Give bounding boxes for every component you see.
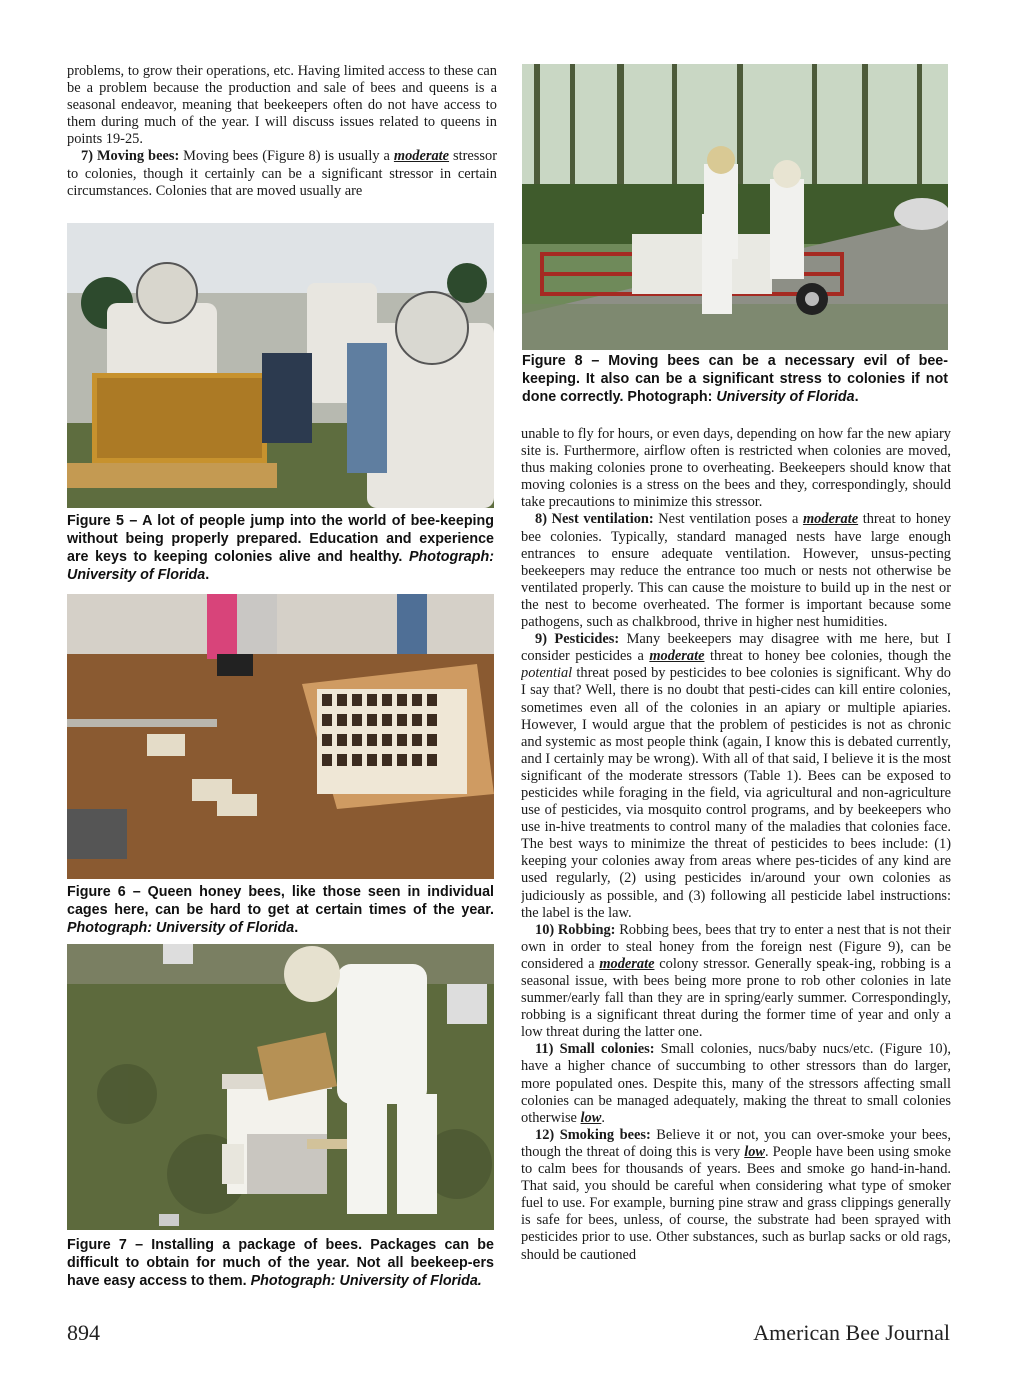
caption-source: Photograph: University of Florida [67, 549, 494, 583]
text-span: Moving bees (Figure 8) is usually a [179, 148, 394, 165]
emphasis-potential: potential [521, 665, 573, 682]
text-span: stressor to colonies, though it certainly can be a significant stressor in certain circumstances. Colonies that are moved usually are [67, 148, 497, 199]
caption-text: Figure 6 – Queen honey bees, like those seen in individual cages here, can be hard to get at certain times of the year. [67, 884, 494, 918]
text-span: Robbing bees, bees that try to enter a nest that is not their own in order to steal honey from the foreign nest (Figure 9), can be considered a [521, 921, 951, 972]
rating-moderate: moderate [599, 955, 655, 972]
caption-source: Photograph: University of Florida. [250, 1273, 482, 1289]
figure-8-caption [522, 352, 948, 406]
caption-source: Photograph: University of Florida [67, 920, 295, 936]
paragraph-small-colonies [521, 1041, 951, 1126]
left-column-top-text [67, 63, 497, 203]
figure-5-photo [67, 223, 494, 508]
page-number: 894 [67, 1320, 100, 1345]
caption-source: University of Florida [716, 389, 855, 405]
text-span: threat to honey bee colonies, though the [704, 648, 951, 665]
caption-end: . [854, 389, 859, 405]
text-span: Nest ventilation poses a [653, 511, 803, 528]
caption-text: Figure 5 – A lot of people jump into the world of bee-keeping without being properly prepared. Education and experience are keys to keeping colonies alive and healthy. [67, 513, 494, 565]
heading-smoking-bees: 12) Smoking bees: [535, 1126, 651, 1143]
paragraph-problems: problems, to grow their operations, etc. Having limited access to these can be a problem because the production and sale of bees and queens is a seasonal endeavor, meaning that beekeepers often do not have access to them during much of the year. I will discuss issues related to queens in points 19-25. [67, 63, 497, 148]
heading-nest-ventilation: 8) Nest ventilation: [535, 511, 654, 528]
caption-text: Figure 8 – Moving bees can be a necessary evil of bee-keeping. It also can be a significant stress to colonies if not done correctly. Photograph: [522, 353, 948, 405]
journal-name: American Bee Journal [753, 1320, 950, 1345]
text-span: threat posed by pesticides to bee colonies is significant. Why do I say that? Well, there is no doubt that pesti-cides can kill entire colonies, sometimes even all of the colonies in an apiary or multiple apiaries. However, I would argue that the problem of pesticides is not as chronic and systemic as most people think (again, I know this is debated currently, and I certainly may be wrong). With all of that said, I believe it is the most significant of the moderate stressors (Table 1). Bees can be exposed to pesticides while foraging in the field, via agricultural and non-agriculture use of pesticides, via mosquito control programs, and by beekeepers who use in-hive treatments to control many of the maladies that colonies face. The best ways to minimize the threat of pesticides to bees include: (1) keeping your colonies away from areas where pes-ticides of any kind are used regularly, (2) using pesticides in/around your own colonies as judiciously as possible, and (3) following all pesticide label instructions: the label is the law. [521, 665, 951, 921]
caption-end: . [205, 567, 210, 583]
figure-7-photo [67, 944, 494, 1230]
heading-moving-bees: 7) Moving bees: [81, 148, 180, 165]
paragraph-smoking-bees [521, 1127, 951, 1264]
heading-pesticides: 9) Pesticides: [535, 631, 620, 648]
figure-5-caption [67, 512, 494, 584]
caption-text: Figure 7 – Installing a package of bees. Packages can be difficult to obtain for much of the year. Not all beekeep-ers have easy access to them. [67, 1237, 494, 1289]
text-span: . People have been using smoke to calm bees for thousands of years. Bees and smoke go hand-in-hand. That said, you should be careful when considering what type of smoker fuel to use. For example, burning pine straw and grass clippings generally is safe for bees, unless, of course, the substrate had been sprayed with pesticides prior to use. Other substances, such as burlap sacks or old rags, should be cautioned [521, 1143, 951, 1263]
text-span: threat to honey bee colonies. Typically, standard managed nests have large enough entrances to ensure adequate ventilation. However, unsus-pecting beekeepers may reduce the entrance too much or nests not otherwise be ventilated properly. This can cause the moisture to build up in the nest or the nest to become overheated. The former is important because some pathogens, such as chalkbrood, thrive in higher nest humidities. [521, 511, 951, 631]
rating-low: low [744, 1143, 766, 1160]
figure-7-caption [67, 1236, 494, 1290]
rating-low: low [580, 1109, 602, 1126]
right-column-text [521, 426, 951, 1306]
figure-6-photo [67, 594, 494, 879]
paragraph-nest-ventilation [521, 511, 951, 631]
rating-moderate: moderate [649, 648, 705, 665]
figure-8-photo [522, 64, 948, 350]
rating-moderate: moderate [802, 511, 859, 528]
rating-moderate: moderate [393, 148, 450, 165]
paragraph-moving-continued: unable to fly for hours, or even days, depending on how far the new apiary site is. Furthermore, airflow often is restricted when colonies are moved, thus making colonies prone to overheating. Beekeepers should know that moving colonies is a stress on the bees and they, correspondingly, should take precautions to minimize this stressor. [521, 426, 951, 511]
figure-6-caption [67, 883, 494, 937]
text-span: . [601, 1109, 605, 1126]
text-span: Many beekeepers may disagree with me here, but I consider pesticides a [521, 631, 951, 665]
text-span: Small colonies, nucs/baby nucs/etc. (Figure 10), have a higher chance of succumbing to other stressors than do larger, more populated ones. Despite this, many of the stressors affecting small colonies can be managed adequately, making the threat to small colonies otherwise [521, 1041, 951, 1126]
paragraph-moving-bees [67, 148, 497, 199]
heading-small-colonies: 11) Small colonies: [535, 1041, 655, 1058]
caption-end: . [294, 920, 299, 936]
paragraph-robbing [521, 922, 951, 1042]
paragraph-pesticides [521, 631, 951, 922]
heading-robbing: 10) Robbing: [535, 921, 616, 938]
text-span: colony stressor. Generally speak-ing, robbing is a seasonal issue, with bees being more prone to rob other colonies in late summer/early fall than they are in spring/early summer. Correspondingly, robbing is a significant threat during the former time of year and only a low threat during the latter one. [521, 955, 951, 1041]
text-span: Believe it or not, you can over-smoke your bees, though the threat of doing this is very [521, 1126, 951, 1160]
